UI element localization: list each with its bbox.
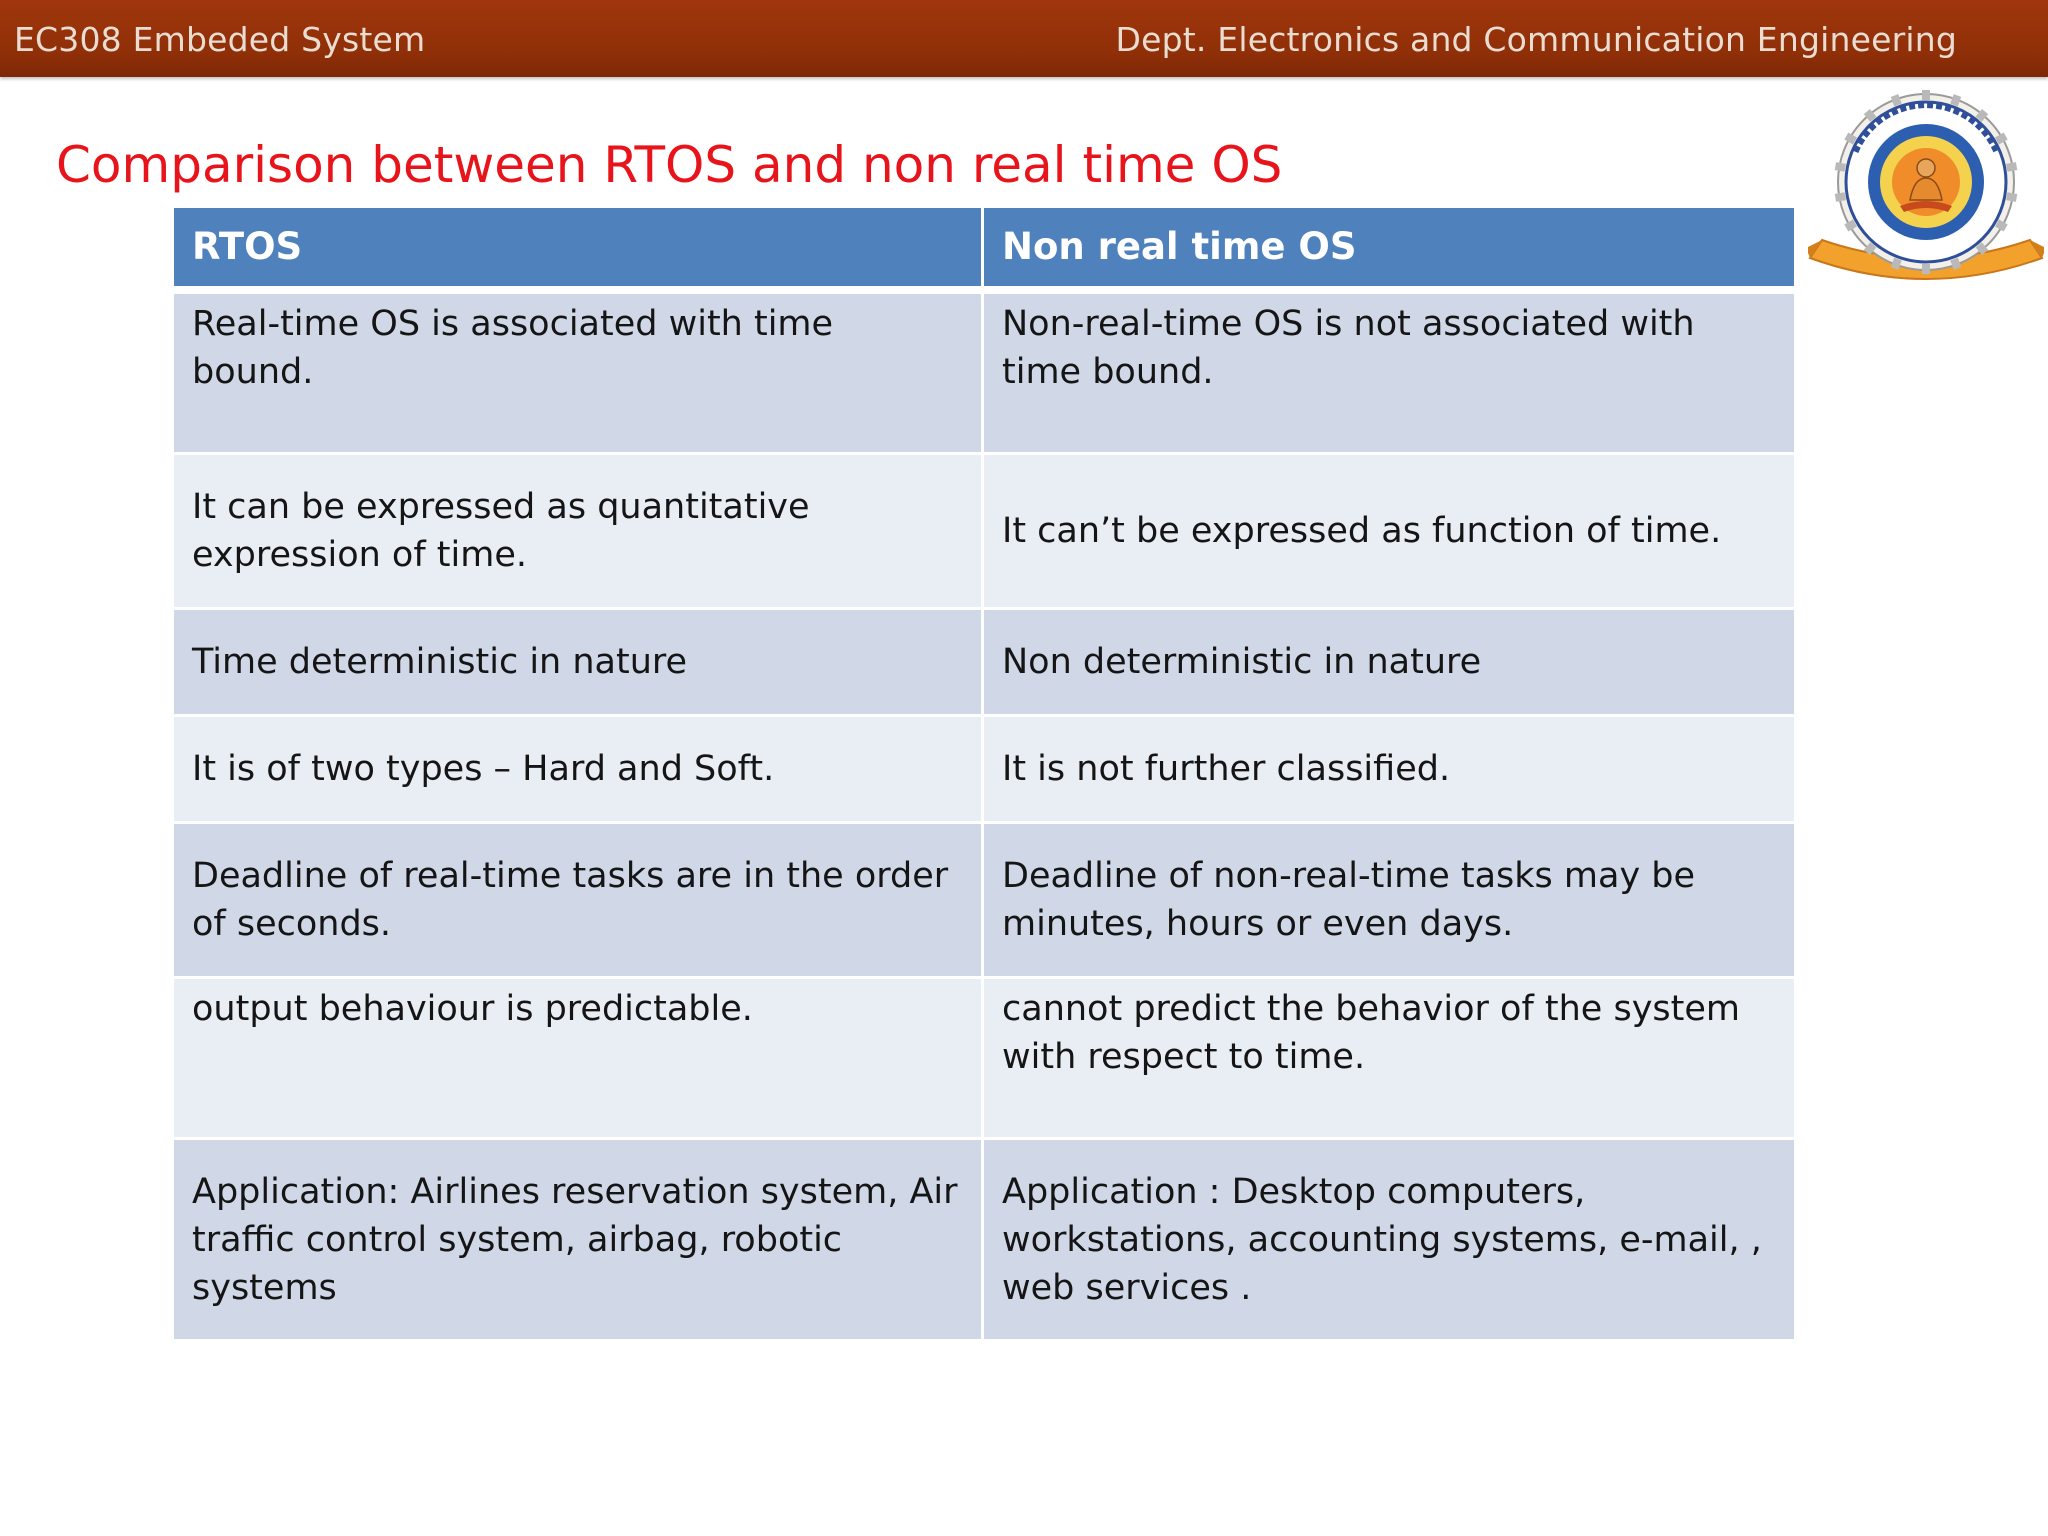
table-cell: cannot predict the behavior of the system with respect to time. — [983, 978, 1796, 1139]
table-cell: Application: Airlines reservation system, Air traffic control system, airbag, robotic systems — [173, 1139, 983, 1341]
table-cell: It is not further classified. — [983, 716, 1796, 823]
slide-header-bar — [0, 0, 2048, 77]
table-cell: It can’t be expressed as function of time. — [983, 454, 1796, 609]
table-cell: Non deterministic in nature — [983, 609, 1796, 716]
table-cell: Real-time OS is associated with time bound. — [173, 290, 983, 454]
table-cell: Deadline of real-time tasks are in the order of seconds. — [173, 823, 983, 978]
table-row — [173, 454, 1796, 609]
table-cell: output behaviour is predictable. — [173, 978, 983, 1139]
column-header-non-rtos: Non real time OS — [983, 207, 1796, 291]
table-row — [173, 609, 1796, 716]
slide-title: Comparison between RTOS and non real time OS — [56, 136, 1283, 194]
table-cell: Deadline of non-real-time tasks may be minutes, hours or even days. — [983, 823, 1796, 978]
table-cell: It can be expressed as quantitative expression of time. — [173, 454, 983, 609]
table-row — [173, 716, 1796, 823]
institute-seal-logo — [1808, 90, 2044, 290]
course-title: EC308 Embeded System — [14, 20, 426, 59]
table-cell: Application : Desktop computers, workstations, accounting systems, e-mail, , web services . — [983, 1139, 1796, 1341]
table-cell: Time deterministic in nature — [173, 609, 983, 716]
table-cell: It is of two types – Hard and Soft. — [173, 716, 983, 823]
table-row — [173, 978, 1796, 1139]
column-header-rtos: RTOS — [173, 207, 983, 291]
table-cell: Non-real-time OS is not associated with time bound. — [983, 290, 1796, 454]
table-row — [173, 823, 1796, 978]
table-header-row — [173, 207, 1796, 291]
table-row — [173, 1139, 1796, 1341]
comparison-table — [171, 205, 1797, 1342]
table-row — [173, 290, 1796, 454]
department-title: Dept. Electronics and Communication Engineering — [1115, 20, 1957, 59]
